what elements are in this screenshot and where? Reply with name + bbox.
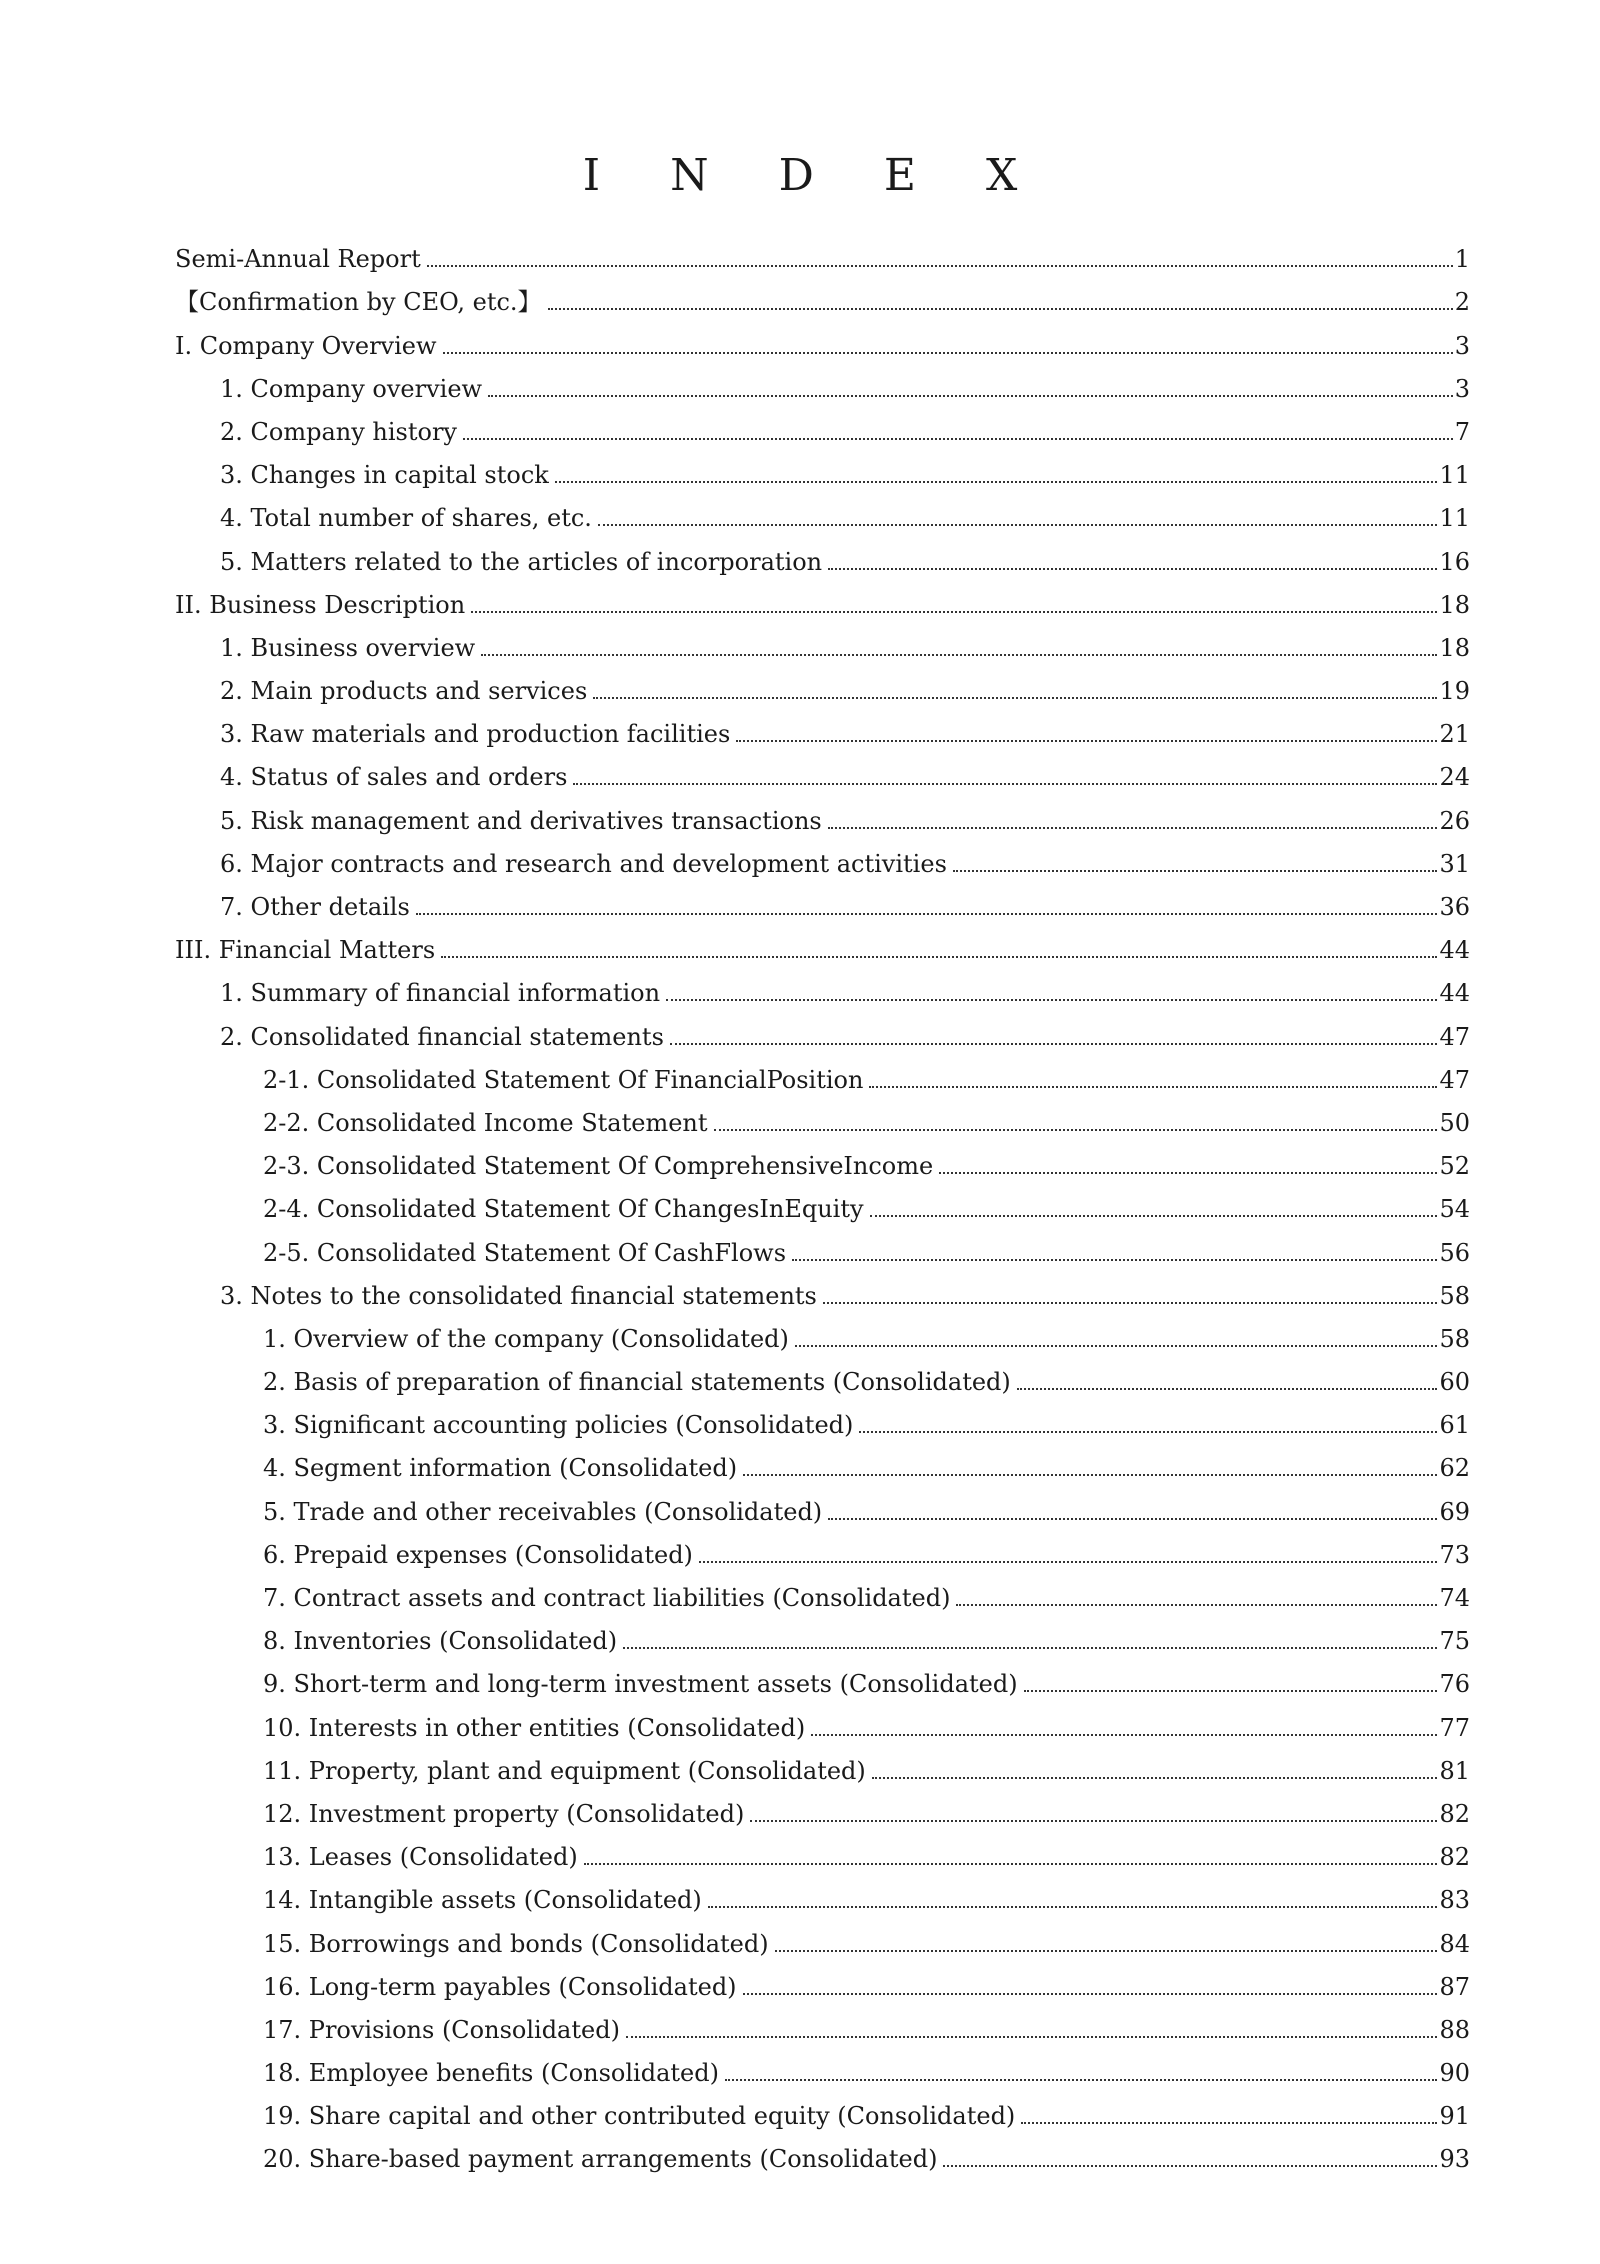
dot-leader	[750, 1820, 1437, 1822]
toc-entry-label: 19. Share capital and other contributed equity (Consolidated)	[263, 2102, 1016, 2131]
toc-entry-label: 1. Business overview	[220, 633, 476, 662]
toc-entry-label: 9. Short-term and long-term investment assets (Consolidated)	[263, 1670, 1018, 1699]
toc-entry[interactable]	[175, 753, 1470, 796]
toc-entry-page-number: 1	[1454, 245, 1470, 274]
dot-leader	[869, 1086, 1437, 1088]
toc-entry[interactable]	[175, 1099, 1470, 1142]
toc-entry-label: 1. Company overview	[220, 374, 483, 403]
toc-entry-page-number: 83	[1439, 1886, 1470, 1915]
toc-entry-label: I. Company Overview	[175, 331, 437, 360]
toc-entry-label: 1. Summary of financial information	[220, 979, 661, 1008]
toc-entry-page-number: 36	[1439, 893, 1470, 921]
dot-leader	[943, 2165, 1437, 2167]
toc-entry[interactable]	[175, 1272, 1470, 1315]
toc-entry[interactable]	[175, 1315, 1470, 1358]
dot-leader	[956, 1604, 1437, 1606]
toc-entry[interactable]	[175, 408, 1470, 451]
toc-entry-page-number: 11	[1439, 504, 1470, 533]
toc-entry-page-number: 87	[1439, 1972, 1470, 2001]
toc-entry[interactable]	[175, 710, 1470, 753]
dot-leader	[743, 1993, 1438, 1995]
toc-entry-label: 6. Major contracts and research and development activities	[220, 849, 947, 878]
toc-entry-page-number: 3	[1454, 331, 1470, 360]
toc-entry-label: 2-3. Consolidated Statement Of ComprehensiveIncome	[263, 1152, 934, 1181]
toc-entry-label: 12. Investment property (Consolidated)	[263, 1799, 745, 1828]
toc-entry[interactable]	[175, 494, 1470, 537]
dot-leader	[872, 1777, 1438, 1779]
toc-entry[interactable]	[175, 1531, 1470, 1574]
toc-entry-page-number: 31	[1439, 849, 1470, 878]
dot-leader	[573, 783, 1437, 785]
toc-entry-page-number: 21	[1439, 720, 1470, 749]
toc-entry-page-number: 60	[1439, 1368, 1470, 1397]
toc-entry-page-number: 90	[1439, 2059, 1470, 2088]
toc-entry-page-number: 91	[1439, 2102, 1470, 2131]
toc-entry[interactable]	[175, 840, 1470, 883]
toc-entry-page-number: 24	[1439, 763, 1470, 792]
dot-leader	[626, 2036, 1438, 2038]
dot-leader	[481, 654, 1437, 656]
toc-entry[interactable]	[175, 624, 1470, 667]
dot-leader	[1017, 1388, 1438, 1390]
toc-entry[interactable]	[175, 1228, 1470, 1271]
toc-entry-label: 5. Trade and other receivables (Consolidated)	[263, 1497, 823, 1526]
toc-entry[interactable]	[175, 321, 1470, 364]
dot-leader	[623, 1647, 1437, 1649]
toc-entry-page-number: 2	[1454, 288, 1470, 317]
dot-leader	[488, 395, 1453, 397]
toc-entry-label: 2. Main products and services	[220, 677, 588, 706]
toc-entry-label: 2. Consolidated financial statements	[220, 1022, 664, 1051]
toc-entry-label: II. Business Description	[175, 590, 466, 619]
dot-leader	[828, 568, 1437, 570]
toc-entry-page-number: 76	[1439, 1670, 1470, 1699]
toc-entry[interactable]	[175, 1574, 1470, 1617]
toc-entry[interactable]	[175, 1963, 1470, 2006]
toc-entry[interactable]	[175, 1185, 1470, 1228]
toc-entry-label: 4. Segment information (Consolidated)	[263, 1454, 738, 1483]
toc-entry[interactable]	[175, 1790, 1470, 1833]
toc-entry-label: 17. Provisions (Consolidated)	[263, 2015, 620, 2044]
toc-entry-page-number: 54	[1439, 1195, 1470, 1224]
toc-entry-label: 4. Status of sales and orders	[220, 763, 568, 792]
dot-leader	[736, 740, 1437, 742]
toc-entry-label: 5. Risk management and derivatives transactions	[220, 806, 822, 835]
toc-entry-page-number: 81	[1439, 1756, 1470, 1785]
toc-entry-label: 13. Leases (Consolidated)	[263, 1843, 578, 1872]
dot-leader	[1024, 1690, 1438, 1692]
toc-entry[interactable]	[175, 926, 1470, 969]
toc-entry-page-number: 52	[1439, 1152, 1470, 1181]
toc-entry[interactable]	[175, 1876, 1470, 1919]
dot-leader	[823, 1302, 1438, 1304]
dot-leader	[427, 265, 1453, 267]
toc-entry[interactable]	[175, 2135, 1470, 2178]
toc-entry[interactable]	[175, 365, 1470, 408]
dot-leader	[548, 308, 1453, 310]
toc-entry-label: 6. Prepaid expenses (Consolidated)	[263, 1540, 693, 1569]
toc-entry[interactable]	[175, 235, 1470, 278]
toc-entry-label: 3. Raw materials and production facilities	[220, 720, 731, 749]
toc-entry[interactable]	[175, 1747, 1470, 1790]
toc-entry-page-number: 82	[1439, 1799, 1470, 1828]
toc-entry-page-number: 50	[1439, 1108, 1470, 1137]
toc-entry-page-number: 61	[1439, 1411, 1470, 1440]
table-of-contents	[175, 235, 1470, 2178]
dot-leader	[471, 611, 1437, 613]
toc-entry[interactable]	[175, 581, 1470, 624]
toc-entry-label: 18. Employee benefits (Consolidated)	[263, 2059, 719, 2088]
toc-entry-page-number: 58	[1439, 1324, 1470, 1353]
toc-entry[interactable]	[175, 969, 1470, 1012]
toc-entry-page-number: 93	[1439, 2145, 1470, 2174]
toc-entry-page-number: 82	[1439, 1843, 1470, 1872]
toc-entry[interactable]	[175, 2006, 1470, 2049]
toc-entry[interactable]	[175, 1919, 1470, 1962]
toc-entry-label: 14. Intangible assets (Consolidated)	[263, 1886, 702, 1915]
toc-entry[interactable]	[175, 883, 1470, 926]
toc-entry-page-number: 18	[1439, 633, 1470, 662]
toc-entry-label: 4. Total number of shares, etc.	[220, 504, 592, 533]
toc-entry-label: 3. Significant accounting policies (Consolidated)	[263, 1411, 854, 1440]
toc-entry-page-number: 44	[1439, 936, 1470, 965]
toc-entry-label: 【Confirmation by CEO, etc.】	[175, 288, 542, 317]
toc-entry-label: 1. Overview of the company (Consolidated)	[263, 1324, 789, 1353]
toc-entry-page-number: 3	[1454, 374, 1470, 403]
toc-entry-label: 20. Share-based payment arrangements (Consolidated)	[263, 2145, 938, 2174]
toc-entry-label: 2-4. Consolidated Statement Of ChangesInEquity	[263, 1195, 864, 1224]
dot-leader	[584, 1863, 1438, 1865]
toc-entry-label: 7. Contract assets and contract liabilities (Consolidated)	[263, 1584, 951, 1612]
toc-entry[interactable]	[175, 537, 1470, 580]
dot-leader	[811, 1734, 1437, 1736]
toc-entry-label: 16. Long-term payables (Consolidated)	[263, 1972, 737, 2001]
toc-entry-page-number: 62	[1439, 1454, 1470, 1483]
toc-entry-page-number: 84	[1439, 1929, 1470, 1958]
toc-entry-label: 2-5. Consolidated Statement Of CashFlows	[263, 1238, 787, 1267]
toc-entry[interactable]	[175, 667, 1470, 710]
dot-leader	[666, 999, 1437, 1001]
toc-entry[interactable]	[175, 451, 1470, 494]
toc-entry-page-number: 75	[1439, 1627, 1470, 1656]
toc-entry-page-number: 7	[1454, 417, 1470, 446]
dot-leader	[714, 1129, 1438, 1131]
toc-entry-label: 11. Property, plant and equipment (Consolidated)	[263, 1756, 866, 1785]
toc-entry-page-number: 58	[1439, 1281, 1470, 1310]
dot-leader	[670, 1043, 1438, 1045]
toc-entry[interactable]	[175, 1444, 1470, 1487]
dot-leader	[441, 956, 1437, 958]
toc-entry[interactable]	[175, 1660, 1470, 1703]
toc-entry-label: 7. Other details	[220, 893, 410, 921]
dot-leader	[416, 913, 1438, 915]
toc-entry-label: 5. Matters related to the articles of incorporation	[220, 547, 823, 576]
toc-entry-label: 2. Basis of preparation of financial statements (Consolidated)	[263, 1368, 1011, 1397]
dot-leader	[1021, 2122, 1437, 2124]
toc-entry-page-number: 69	[1439, 1497, 1470, 1526]
toc-entry-label: 2-1. Consolidated Statement Of FinancialPosition	[263, 1065, 864, 1094]
toc-entry-label: 2-2. Consolidated Income Statement	[263, 1108, 708, 1137]
dot-leader	[795, 1345, 1438, 1347]
toc-entry-page-number: 88	[1439, 2015, 1470, 2044]
toc-entry[interactable]	[175, 796, 1470, 839]
toc-entry-label: 15. Borrowings and bonds (Consolidated)	[263, 1929, 769, 1958]
toc-entry-label: 10. Interests in other entities (Consolidated)	[263, 1713, 806, 1742]
toc-entry-label: 3. Notes to the consolidated financial statements	[220, 1281, 817, 1310]
dot-leader	[463, 438, 1453, 440]
toc-entry-page-number: 73	[1439, 1540, 1470, 1569]
toc-entry[interactable]	[175, 2092, 1470, 2135]
toc-entry[interactable]	[175, 278, 1470, 321]
toc-entry-page-number: 19	[1439, 677, 1470, 706]
toc-entry-page-number: 47	[1439, 1022, 1470, 1051]
toc-entry[interactable]	[175, 1358, 1470, 1401]
dot-leader	[953, 870, 1438, 872]
toc-entry-label: 2. Company history	[220, 417, 457, 446]
dot-leader	[593, 697, 1437, 699]
toc-entry-page-number: 18	[1439, 590, 1470, 619]
dot-leader	[775, 1950, 1438, 1952]
toc-entry-page-number: 74	[1439, 1584, 1470, 1612]
toc-entry-label: 8. Inventories (Consolidated)	[263, 1627, 618, 1656]
toc-entry-label: Semi-Annual Report	[175, 245, 421, 274]
toc-entry-label: III. Financial Matters	[175, 936, 436, 965]
dot-leader	[555, 481, 1438, 483]
toc-entry[interactable]	[175, 1703, 1470, 1746]
dot-leader	[792, 1259, 1437, 1261]
toc-entry[interactable]	[175, 1487, 1470, 1530]
toc-entry[interactable]	[175, 1401, 1470, 1444]
dot-leader	[828, 1518, 1437, 1520]
toc-entry-page-number: 16	[1439, 547, 1470, 576]
toc-entry-page-number: 47	[1439, 1065, 1470, 1094]
toc-entry-page-number: 11	[1439, 461, 1470, 490]
dot-leader	[743, 1474, 1437, 1476]
toc-entry[interactable]	[175, 1056, 1470, 1099]
toc-entry[interactable]	[175, 1012, 1470, 1055]
dot-leader	[699, 1561, 1438, 1563]
toc-entry[interactable]	[175, 1142, 1470, 1185]
toc-entry-page-number: 44	[1439, 979, 1470, 1008]
dot-leader	[870, 1215, 1438, 1217]
dot-leader	[708, 1906, 1438, 1908]
toc-entry-page-number: 26	[1439, 806, 1470, 835]
toc-entry[interactable]	[175, 2049, 1470, 2092]
toc-entry[interactable]	[175, 1833, 1470, 1876]
toc-entry-page-number: 77	[1439, 1713, 1470, 1742]
toc-entry[interactable]	[175, 1617, 1470, 1660]
dot-leader	[859, 1431, 1437, 1433]
dot-leader	[598, 524, 1438, 526]
toc-entry-label: 3. Changes in capital stock	[220, 461, 549, 490]
dot-leader	[939, 1172, 1437, 1174]
page-title: I N D E X	[582, 150, 1046, 201]
dot-leader	[828, 827, 1438, 829]
dot-leader	[443, 352, 1453, 354]
toc-entry-page-number: 56	[1439, 1238, 1470, 1267]
dot-leader	[725, 2079, 1437, 2081]
